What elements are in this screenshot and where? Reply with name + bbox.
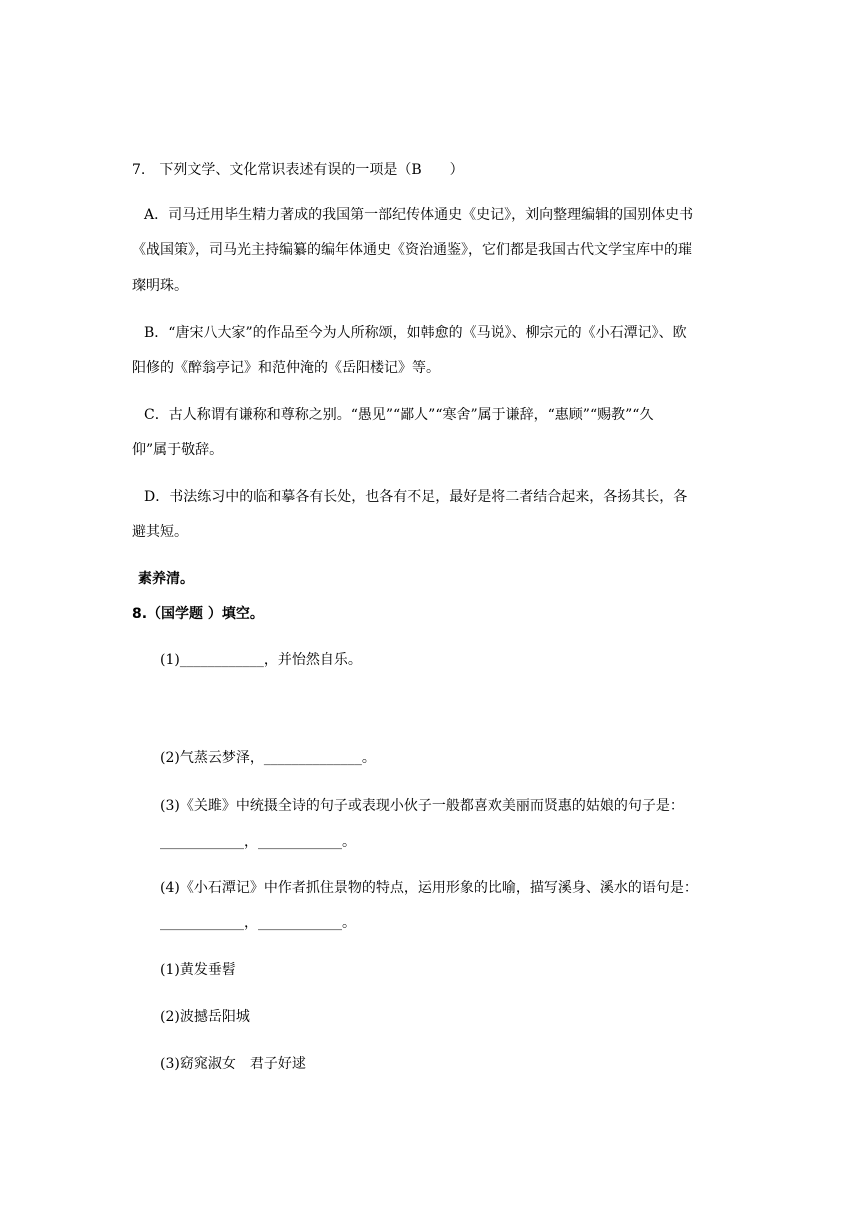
option-a-line-1: A．司马迁用毕生精力著成的我国第一部纪传体通史《史记》，刘向整理编辑的国别体史书 xyxy=(144,207,694,223)
q8-item-2: (2)气蒸云梦泽，______________。 xyxy=(160,750,376,766)
question-8-stem: 8.（国学题 ）填空。 xyxy=(132,606,264,622)
option-d-line-1: D．书法练习中的临和摹各有长处，也各有不足，最好是将二者结合起来，各扬其长，各 xyxy=(144,489,688,505)
option-b-line-1: B．“唐宋八大家”的作品至今为人所称颂，如韩愈的《马说》、柳宗元的《小石潭记》、欧 xyxy=(144,325,687,341)
q8-item-1: (1)____________，并怡然自乐。 xyxy=(160,652,362,668)
q8-item-4-line-2: ____________，____________。 xyxy=(160,915,356,931)
answer-3: (3)窈窕淑女 君子好逑 xyxy=(160,1056,306,1072)
option-c-line-1: C．古人称谓有谦称和尊称之别。“愚见”“鄙人”“寒舍”属于谦辞，“惠顾”“赐教”“久 xyxy=(144,407,654,423)
question-7-stem: 7. 下列文学、文化常识表述有误的一项是（B ） xyxy=(132,162,464,178)
q8-item-3-line-1: (3)《关雎》中统摄全诗的句子或表现小伙子一般都喜欢美丽而贤惠的姑娘的句子是： xyxy=(160,798,684,814)
option-b-line-2: 阳修的《醉翁亭记》和范仲淹的《岳阳楼记》等。 xyxy=(132,360,440,376)
q8-item-4-line-1: (4)《小石潭记》中作者抓住景物的特点，运用形象的比喻，描写溪身、溪水的语句是： xyxy=(160,880,698,896)
q8-item-3-line-2: ____________，____________。 xyxy=(160,834,356,850)
answer-1: (1)黄发垂髫 xyxy=(160,962,236,978)
option-a-line-2: 《战国策》，司马光主持编纂的编年体通史《资治通鉴》，它们都是我国古代文学宝库中的璀 xyxy=(132,242,692,258)
option-c-line-2: 仰”属于敬辞。 xyxy=(132,442,224,458)
option-a-line-3: 璨明珠。 xyxy=(132,278,188,294)
option-d-line-2: 避其短。 xyxy=(132,524,188,540)
answer-2: (2)波撼岳阳城 xyxy=(160,1009,250,1025)
section-heading: 素养清。 xyxy=(138,571,194,587)
